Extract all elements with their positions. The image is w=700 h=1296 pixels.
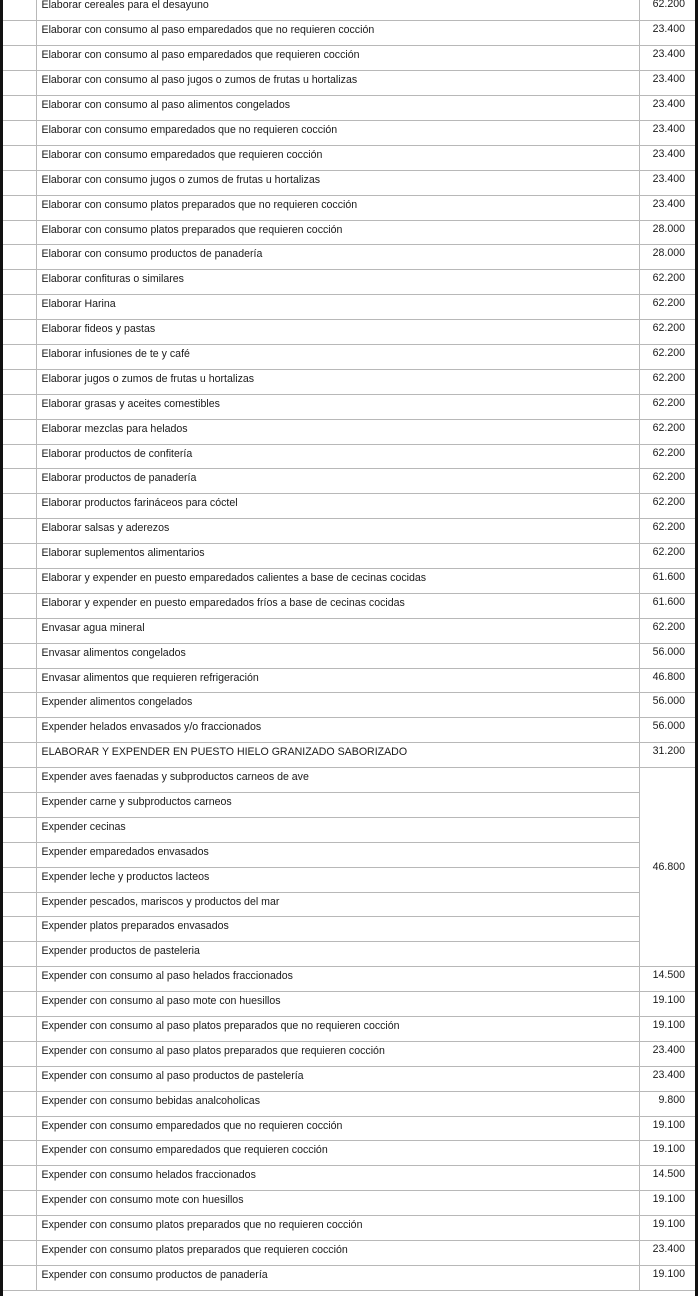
- index-cell: [3, 419, 36, 444]
- index-cell: [3, 568, 36, 593]
- amount-cell: 56.000: [639, 718, 695, 743]
- amount-cell: 62.200: [639, 494, 695, 519]
- amount-cell: 23.400: [639, 96, 695, 121]
- activity-description: Expender con consumo al paso productos de pastelería: [36, 1066, 639, 1091]
- table-row: [3, 568, 695, 593]
- activity-description: Elaborar con consumo al paso jugos o zumos de frutas u hortalizas: [36, 71, 639, 96]
- table-row: [3, 618, 695, 643]
- amount-cell: 62.200: [639, 295, 695, 320]
- table-row: [3, 544, 695, 569]
- index-cell: [3, 967, 36, 992]
- activity-description: Expender cecinas: [36, 817, 639, 842]
- index-cell: [3, 942, 36, 967]
- activity-description: Expender con consumo bebidas analcoholicas: [36, 1091, 639, 1116]
- table-row: [3, 21, 695, 46]
- index-cell: [3, 394, 36, 419]
- table-right-border: [695, 0, 698, 1296]
- amount-cell: 19.100: [639, 992, 695, 1017]
- index-cell: [3, 369, 36, 394]
- index-cell: [3, 743, 36, 768]
- amount-cell: 62.200: [639, 444, 695, 469]
- table-row: [3, 245, 695, 270]
- table-row: [3, 668, 695, 693]
- activity-description: Envasar alimentos que requieren refrigeración: [36, 668, 639, 693]
- table-row: [3, 743, 695, 768]
- activity-description: Expender con consumo helados fraccionados: [36, 1166, 639, 1191]
- amount-cell: 62.200: [639, 469, 695, 494]
- activity-description: Elaborar con consumo al paso alimentos congelados: [36, 96, 639, 121]
- amount-cell: 56.000: [639, 693, 695, 718]
- amount-cell: 62.200: [639, 419, 695, 444]
- table-row: [3, 942, 695, 967]
- index-cell: [3, 0, 36, 21]
- activity-description: Elaborar y expender en puesto emparedados fríos a base de cecinas cocidas: [36, 593, 639, 618]
- amount-cell: 14.500: [639, 1166, 695, 1191]
- activity-description: Expender pescados, mariscos y productos del mar: [36, 892, 639, 917]
- table-row: [3, 1265, 695, 1290]
- activity-description: Elaborar grasas y aceites comestibles: [36, 394, 639, 419]
- amount-cell: 46.800: [639, 668, 695, 693]
- table-row: [3, 1091, 695, 1116]
- table-row: [3, 46, 695, 71]
- amount-cell: 9.800: [639, 1091, 695, 1116]
- amount-cell: 23.400: [639, 21, 695, 46]
- table-row: [3, 394, 695, 419]
- amount-cell: 61.600: [639, 593, 695, 618]
- index-cell: [3, 668, 36, 693]
- table-row: [3, 1116, 695, 1141]
- activity-description: Expender con consumo emparedados que requieren cocción: [36, 1141, 639, 1166]
- activity-description: Elaborar con consumo emparedados que no requieren cocción: [36, 120, 639, 145]
- activity-description: Expender aves faenadas y subproductos carneos de ave: [36, 768, 639, 793]
- amount-cell: 62.200: [639, 618, 695, 643]
- table-row: [3, 1166, 695, 1191]
- table-row: [3, 444, 695, 469]
- index-cell: [3, 1191, 36, 1216]
- index-cell: [3, 643, 36, 668]
- activity-description: Expender helados envasados y/o fraccionados: [36, 718, 639, 743]
- table-row: [3, 96, 695, 121]
- index-cell: [3, 544, 36, 569]
- activity-description: Expender con consumo mote con huesillos: [36, 1191, 639, 1216]
- index-cell: [3, 793, 36, 818]
- activity-description: Elaborar con consumo jugos o zumos de frutas u hortalizas: [36, 170, 639, 195]
- amount-cell: 28.000: [639, 245, 695, 270]
- table-row: [3, 195, 695, 220]
- table-row: [3, 344, 695, 369]
- index-cell: [3, 494, 36, 519]
- index-cell: [3, 1141, 36, 1166]
- index-cell: [3, 842, 36, 867]
- index-cell: [3, 195, 36, 220]
- table-row: [3, 220, 695, 245]
- index-cell: [3, 120, 36, 145]
- activity-description: Expender emparedados envasados: [36, 842, 639, 867]
- table-row: [3, 892, 695, 917]
- table-row: [3, 967, 695, 992]
- activity-description: Expender con consumo platos preparados que requieren cocción: [36, 1241, 639, 1266]
- index-cell: [3, 1041, 36, 1066]
- activity-description: Expender carne y subproductos carneos: [36, 793, 639, 818]
- amount-cell: 23.400: [639, 170, 695, 195]
- activity-description: Elaborar infusiones de te y café: [36, 344, 639, 369]
- index-cell: [3, 519, 36, 544]
- activity-description: Elaborar salsas y aderezos: [36, 519, 639, 544]
- index-cell: [3, 170, 36, 195]
- tariff-table: [3, 0, 695, 1291]
- table-row: [3, 1241, 695, 1266]
- index-cell: [3, 1265, 36, 1290]
- index-cell: [3, 145, 36, 170]
- index-cell: [3, 1166, 36, 1191]
- activity-description: Elaborar mezclas para helados: [36, 419, 639, 444]
- activity-description: Expender con consumo al paso platos preparados que requieren cocción: [36, 1041, 639, 1066]
- table-row: [3, 1216, 695, 1241]
- index-cell: [3, 71, 36, 96]
- activity-description: Expender con consumo emparedados que no requieren cocción: [36, 1116, 639, 1141]
- activity-description: Envasar alimentos congelados: [36, 643, 639, 668]
- activity-description: Elaborar cereales para el desayuno: [36, 0, 639, 21]
- table-row: [3, 419, 695, 444]
- amount-cell: 19.100: [639, 1017, 695, 1042]
- index-cell: [3, 718, 36, 743]
- index-cell: [3, 295, 36, 320]
- table-row: [3, 1191, 695, 1216]
- table-row: [3, 867, 695, 892]
- amount-cell: 62.200: [639, 394, 695, 419]
- amount-cell: 62.200: [639, 369, 695, 394]
- table-row: [3, 170, 695, 195]
- table-row: [3, 469, 695, 494]
- index-cell: [3, 1241, 36, 1266]
- activity-description: Elaborar Harina: [36, 295, 639, 320]
- index-cell: [3, 21, 36, 46]
- index-cell: [3, 1116, 36, 1141]
- table-row: [3, 1141, 695, 1166]
- table-row: [3, 1041, 695, 1066]
- amount-cell: 62.200: [639, 544, 695, 569]
- activity-description: Elaborar productos de confitería: [36, 444, 639, 469]
- index-cell: [3, 1017, 36, 1042]
- table-row: [3, 593, 695, 618]
- amount-cell: 62.200: [639, 320, 695, 345]
- activity-description: Elaborar y expender en puesto emparedados calientes a base de cecinas cocidas: [36, 568, 639, 593]
- activity-description: Elaborar jugos o zumos de frutas u hortalizas: [36, 369, 639, 394]
- amount-cell: 23.400: [639, 120, 695, 145]
- amount-cell: 23.400: [639, 46, 695, 71]
- activity-description: Elaborar productos farináceos para cóctel: [36, 494, 639, 519]
- activity-description: Expender platos preparados envasados: [36, 917, 639, 942]
- index-cell: [3, 344, 36, 369]
- table-row: [3, 768, 695, 793]
- amount-cell: 62.200: [639, 519, 695, 544]
- amount-cell: 62.200: [639, 0, 695, 21]
- amount-cell: 56.000: [639, 643, 695, 668]
- amount-cell: 62.200: [639, 344, 695, 369]
- activity-description: Elaborar confituras o similares: [36, 270, 639, 295]
- amount-cell: 23.400: [639, 1066, 695, 1091]
- index-cell: [3, 593, 36, 618]
- index-cell: [3, 220, 36, 245]
- activity-description: Elaborar con consumo al paso emparedados que no requieren cocción: [36, 21, 639, 46]
- amount-cell: 61.600: [639, 568, 695, 593]
- table-row: [3, 1017, 695, 1042]
- index-cell: [3, 917, 36, 942]
- index-cell: [3, 469, 36, 494]
- table-row: [3, 120, 695, 145]
- amount-cell: 23.400: [639, 1041, 695, 1066]
- amount-cell: 23.400: [639, 71, 695, 96]
- amount-cell: 19.100: [639, 1191, 695, 1216]
- activity-description: Expender con consumo al paso helados fraccionados: [36, 967, 639, 992]
- table-row: [3, 0, 695, 21]
- index-cell: [3, 96, 36, 121]
- table-row: [3, 320, 695, 345]
- index-cell: [3, 320, 36, 345]
- table-row: [3, 842, 695, 867]
- index-cell: [3, 817, 36, 842]
- table-row: [3, 817, 695, 842]
- amount-cell: 23.400: [639, 145, 695, 170]
- index-cell: [3, 1216, 36, 1241]
- activity-description: Expender productos de pasteleria: [36, 942, 639, 967]
- table-row: [3, 1066, 695, 1091]
- amount-cell: 14.500: [639, 967, 695, 992]
- amount-cell: 31.200: [639, 743, 695, 768]
- merged-amount-cell: 46.800: [639, 768, 695, 967]
- index-cell: [3, 992, 36, 1017]
- activity-description: Elaborar con consumo platos preparados que requieren cocción: [36, 220, 639, 245]
- table-row: [3, 71, 695, 96]
- table-row: [3, 494, 695, 519]
- table-row: [3, 793, 695, 818]
- activity-description: Elaborar con consumo emparedados que requieren cocción: [36, 145, 639, 170]
- index-cell: [3, 1091, 36, 1116]
- index-cell: [3, 867, 36, 892]
- index-cell: [3, 892, 36, 917]
- activity-description: Expender con consumo platos preparados que no requieren cocción: [36, 1216, 639, 1241]
- index-cell: [3, 444, 36, 469]
- table-row: [3, 270, 695, 295]
- activity-description: Elaborar con consumo al paso emparedados que requieren cocción: [36, 46, 639, 71]
- table-row: [3, 917, 695, 942]
- activity-description: Elaborar con consumo productos de panadería: [36, 245, 639, 270]
- index-cell: [3, 768, 36, 793]
- activity-description: Expender con consumo al paso mote con huesillos: [36, 992, 639, 1017]
- table-row: [3, 643, 695, 668]
- table-row: [3, 145, 695, 170]
- index-cell: [3, 245, 36, 270]
- amount-cell: 28.000: [639, 220, 695, 245]
- activity-description: Elaborar suplementos alimentarios: [36, 544, 639, 569]
- index-cell: [3, 270, 36, 295]
- table-row: [3, 369, 695, 394]
- activity-description: Elaborar fideos y pastas: [36, 320, 639, 345]
- activity-description: Expender alimentos congelados: [36, 693, 639, 718]
- index-cell: [3, 1066, 36, 1091]
- activity-description: Expender leche y productos lacteos: [36, 867, 639, 892]
- activity-description: Envasar agua mineral: [36, 618, 639, 643]
- index-cell: [3, 46, 36, 71]
- table-row: [3, 295, 695, 320]
- activity-description: Expender con consumo productos de panadería: [36, 1265, 639, 1290]
- amount-cell: 23.400: [639, 195, 695, 220]
- table-row: [3, 519, 695, 544]
- amount-cell: 19.100: [639, 1116, 695, 1141]
- activity-description: Elaborar con consumo platos preparados que no requieren cocción: [36, 195, 639, 220]
- table-row: [3, 718, 695, 743]
- activity-description: Expender con consumo al paso platos preparados que no requieren cocción: [36, 1017, 639, 1042]
- amount-cell: 62.200: [639, 270, 695, 295]
- table-row: [3, 693, 695, 718]
- amount-cell: 19.100: [639, 1265, 695, 1290]
- activity-description: ELABORAR Y EXPENDER EN PUESTO HIELO GRANIZADO SABORIZADO: [36, 743, 639, 768]
- amount-cell: 19.100: [639, 1141, 695, 1166]
- table-row: [3, 992, 695, 1017]
- amount-cell: 23.400: [639, 1241, 695, 1266]
- amount-cell: 19.100: [639, 1216, 695, 1241]
- index-cell: [3, 618, 36, 643]
- activity-description: Elaborar productos de panadería: [36, 469, 639, 494]
- index-cell: [3, 693, 36, 718]
